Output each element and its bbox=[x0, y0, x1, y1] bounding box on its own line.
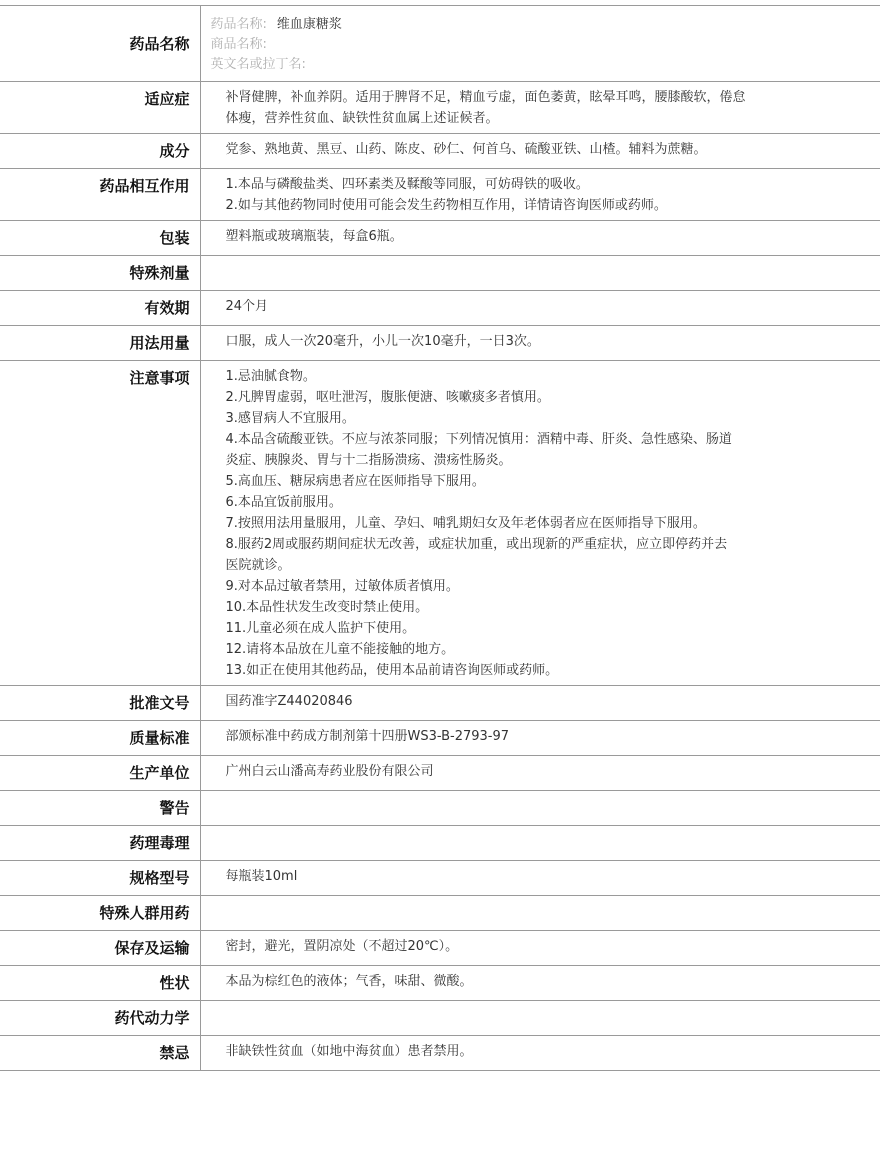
trade-name-line bbox=[211, 35, 871, 55]
row-ingredients bbox=[0, 134, 880, 169]
row-contraindications bbox=[0, 1036, 880, 1071]
label-manufacturer: 生产单位 bbox=[0, 756, 200, 791]
contraindications-line: 非缺铁性贫血（如地中海贫血）患者禁用。 bbox=[225, 1044, 473, 1059]
value-ingredients bbox=[200, 134, 880, 169]
row-pharmacokinetics bbox=[0, 1001, 880, 1036]
storage-line: 密封，避光，置阴凉处（不超过20℃）。 bbox=[225, 939, 459, 954]
appearance-line: 本品为棕红色的液体；气香，味甜、微酸。 bbox=[225, 974, 473, 989]
indications-line: 体瘦，营养性贫血、缺铁性贫血属上述证候者。 bbox=[225, 111, 499, 126]
value-manufacturer bbox=[200, 756, 880, 791]
row-indications bbox=[0, 82, 880, 134]
value-interactions bbox=[200, 169, 880, 221]
interactions-line: 2.如与其他药物同时使用可能会发生药物相互作用，详情请咨询医师或药师。 bbox=[225, 198, 667, 213]
label-drug-name: 药品名称 bbox=[0, 6, 200, 82]
value-standard bbox=[200, 721, 880, 756]
value-storage bbox=[200, 931, 880, 966]
row-drug-name bbox=[0, 6, 880, 82]
packaging-line: 塑料瓶或玻璃瓶装，每盒6瓶。 bbox=[225, 229, 403, 244]
spec-rows bbox=[0, 82, 880, 1071]
precautions-line: 6.本品宜饭前服用。 bbox=[225, 495, 342, 510]
value-packaging bbox=[200, 221, 880, 256]
value-special-dosage bbox=[200, 256, 880, 291]
row-interactions bbox=[0, 169, 880, 221]
value-precautions bbox=[200, 361, 880, 686]
row-appearance bbox=[0, 966, 880, 1001]
standard-line: 部颁标准中药成方制剂第十四册WS3-B-2793-97 bbox=[225, 729, 510, 744]
row-warning bbox=[0, 791, 880, 826]
indications-line: 补肾健脾，补血养阴。适用于脾肾不足，精血亏虚，面色萎黄，眩晕耳鸣，腰膝酸软，倦怠 bbox=[225, 90, 746, 105]
english-name-key: 英文名或拉丁名: bbox=[210, 57, 306, 72]
label-specification: 规格型号 bbox=[0, 861, 200, 896]
label-warning: 警告 bbox=[0, 791, 200, 826]
value-special-population bbox=[200, 896, 880, 931]
value-pharmacology bbox=[200, 826, 880, 861]
value-indications bbox=[200, 82, 880, 134]
precautions-line: 7.按照用法用量服用，儿童、孕妇、哺乳期妇女及年老体弱者应在医师指导下服用。 bbox=[225, 516, 706, 531]
row-special-dosage bbox=[0, 256, 880, 291]
value-pharmacokinetics bbox=[200, 1001, 880, 1036]
row-usage bbox=[0, 326, 880, 361]
precautions-line: 炎症、胰腺炎、胃与十二指肠溃疡、溃疡性肠炎。 bbox=[225, 453, 512, 468]
row-specification bbox=[0, 861, 880, 896]
row-precautions bbox=[0, 361, 880, 686]
label-pharmacology: 药理毒理 bbox=[0, 826, 200, 861]
drug-info-table bbox=[0, 5, 880, 1071]
precautions-line: 10.本品性状发生改变时禁止使用。 bbox=[225, 600, 429, 615]
precautions-line: 1.忌油腻食物。 bbox=[225, 369, 316, 384]
value-usage bbox=[200, 326, 880, 361]
precautions-line: 13.如正在使用其他药品，使用本品前请咨询医师或药师。 bbox=[225, 663, 559, 678]
generic-name-value: 维血康糖浆 bbox=[276, 17, 342, 32]
label-appearance: 性状 bbox=[0, 966, 200, 1001]
usage-line: 口服，成人一次20毫升，小儿一次10毫升，一日3次。 bbox=[225, 334, 540, 349]
label-special-dosage: 特殊剂量 bbox=[0, 256, 200, 291]
validity-line: 24个月 bbox=[225, 299, 269, 314]
english-name-line bbox=[211, 55, 871, 75]
label-usage: 用法用量 bbox=[0, 326, 200, 361]
value-warning bbox=[200, 791, 880, 826]
row-approval bbox=[0, 686, 880, 721]
interactions-line: 1.本品与磷酸盐类、四环素类及鞣酸等同服，可妨碍铁的吸收。 bbox=[225, 177, 589, 192]
label-validity: 有效期 bbox=[0, 291, 200, 326]
row-standard bbox=[0, 721, 880, 756]
precautions-line: 8.服药2周或服药期间症状无改善，或症状加重，或出现新的严重症状，应立即停药并去 bbox=[225, 537, 728, 552]
label-pharmacokinetics: 药代动力学 bbox=[0, 1001, 200, 1036]
manufacturer-line: 广州白云山潘高寿药业股份有限公司 bbox=[225, 764, 434, 779]
specification-line: 每瓶装10ml bbox=[225, 869, 298, 884]
label-ingredients: 成分 bbox=[0, 134, 200, 169]
value-specification bbox=[200, 861, 880, 896]
value-approval bbox=[200, 686, 880, 721]
row-manufacturer bbox=[0, 756, 880, 791]
precautions-line: 医院就诊。 bbox=[225, 558, 291, 573]
row-validity bbox=[0, 291, 880, 326]
label-interactions: 药品相互作用 bbox=[0, 169, 200, 221]
drug-name-block bbox=[200, 6, 880, 82]
generic-name-key: 药品名称: bbox=[210, 17, 267, 32]
label-precautions: 注意事项 bbox=[0, 361, 200, 686]
row-packaging bbox=[0, 221, 880, 256]
label-approval: 批准文号 bbox=[0, 686, 200, 721]
approval-line: 国药准字Z44020846 bbox=[225, 694, 353, 709]
precautions-line: 4.本品含硫酸亚铁。不应与浓茶同服；下列情况慎用：酒精中毒、肝炎、急性感染、肠道 bbox=[225, 432, 732, 447]
ingredients-line: 党参、熟地黄、黑豆、山药、陈皮、砂仁、何首乌、硫酸亚铁、山楂。辅料为蔗糖。 bbox=[225, 142, 707, 157]
label-standard: 质量标准 bbox=[0, 721, 200, 756]
precautions-line: 2.凡脾胃虚弱，呕吐泄泻，腹胀便溏、咳嗽痰多者慎用。 bbox=[225, 390, 550, 405]
precautions-line: 11.儿童必须在成人监护下使用。 bbox=[225, 621, 416, 636]
value-contraindications bbox=[200, 1036, 880, 1071]
generic-name-line bbox=[211, 15, 871, 35]
trade-name-key: 商品名称: bbox=[210, 37, 267, 52]
label-indications: 适应症 bbox=[0, 82, 200, 134]
precautions-line: 5.高血压、糖尿病患者应在医师指导下服用。 bbox=[225, 474, 485, 489]
precautions-line: 3.感冒病人不宜服用。 bbox=[225, 411, 355, 426]
label-special-population: 特殊人群用药 bbox=[0, 896, 200, 931]
label-contraindications: 禁忌 bbox=[0, 1036, 200, 1071]
row-pharmacology bbox=[0, 826, 880, 861]
row-special-population bbox=[0, 896, 880, 931]
value-validity bbox=[200, 291, 880, 326]
precautions-line: 12.请将本品放在儿童不能接触的地方。 bbox=[225, 642, 455, 657]
label-packaging: 包装 bbox=[0, 221, 200, 256]
row-storage bbox=[0, 931, 880, 966]
label-storage: 保存及运输 bbox=[0, 931, 200, 966]
drug-info-sheet bbox=[0, 5, 880, 1071]
precautions-line: 9.对本品过敏者禁用，过敏体质者慎用。 bbox=[225, 579, 459, 594]
value-appearance bbox=[200, 966, 880, 1001]
